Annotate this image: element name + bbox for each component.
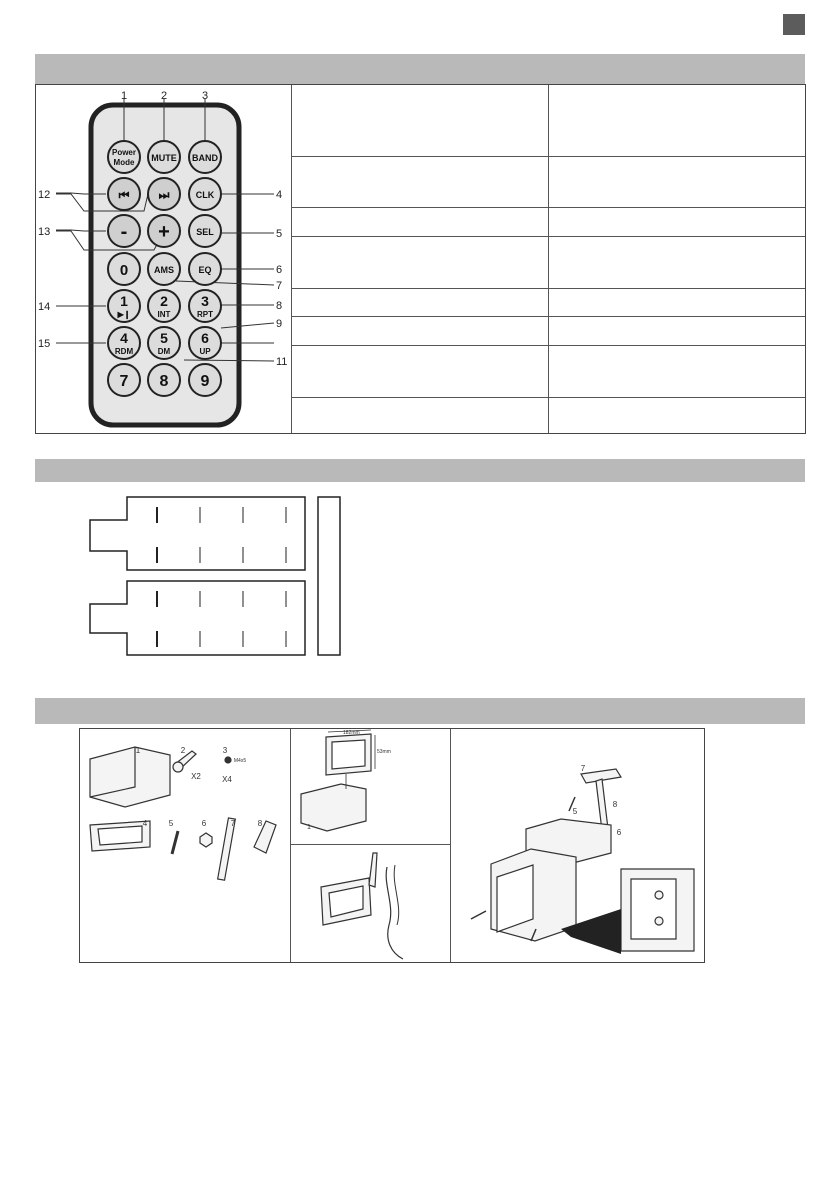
ams-button-label: AMS [154,265,174,275]
clk-button-label: CLK [195,190,215,200]
installation-assembly-illustration [451,729,704,962]
int-label: INT [157,310,171,319]
callout-label: 8 [276,300,283,312]
four-button-label: 4 [120,330,128,346]
quantity-label: X2 [191,772,201,781]
nine-button-label: 9 [200,373,210,390]
figure-callout: 6 [616,828,622,837]
seven-button-label: 7 [119,373,129,390]
mounting-sleeve [90,747,170,807]
table-row-line [292,288,805,289]
mode-button-label: Mode [113,158,135,167]
table-row-line [292,156,805,157]
callout-label: 11 [276,356,288,368]
three-button-label: 3 [201,293,209,309]
screw-size-label: M4x5 [233,758,247,764]
quantity-label: X4 [222,775,232,784]
rdm-label: RDM [114,347,134,356]
rpt-label: RPT [197,310,213,319]
plus-button-label: + [158,221,170,243]
callout-label: 7 [276,280,283,292]
bolt [172,831,178,854]
callout-label: 14 [38,301,51,313]
table-row-line [292,236,805,237]
height-dimension: 53mm [377,749,391,755]
callout-label: 15 [38,338,51,350]
width-dimension: 182mm [343,730,360,736]
callout-label: 2 [161,90,168,102]
table-row-line [292,397,805,398]
sel-button-label: SEL [196,227,214,237]
table-row-line [292,316,805,317]
callout-label: 3 [202,90,209,102]
callout-label: 5 [276,228,283,240]
figure-callout: 7 [580,764,586,773]
two-button-label: 2 [160,293,168,309]
next-icon: ⏭ [158,188,170,202]
unlock-illustration [291,845,450,962]
section-header-remote [35,54,805,84]
part-callout: 6 [201,819,207,828]
up-label: UP [199,347,211,356]
part-callout: 1 [135,746,141,755]
nut [200,833,212,847]
minus-button-label: - [120,221,128,243]
callout-label: 1 [121,90,128,102]
callout-label: 12 [38,189,51,201]
mute-button-label: MUTE [151,153,177,163]
table-row-line [292,207,805,208]
dm-label: DM [157,347,171,356]
part-callout: 8 [257,819,263,828]
callout-label: 13 [38,226,51,238]
figure-callout: 8 [612,800,618,809]
power-button-label: Power [111,148,137,157]
remote-control-illustration [36,85,291,433]
parts-list-illustration [80,729,290,962]
connector-a [90,497,305,570]
section-header-connector [35,459,805,482]
connector-diagram [85,493,345,658]
screw-icon [225,757,231,763]
part-callout: 2 [180,746,186,755]
table-row-line [292,345,805,346]
eight-button-label: 8 [159,373,169,390]
part-callout: 4 [142,819,148,828]
callout-label: 4 [276,189,283,201]
one-button-label: 1 [120,293,128,309]
callout-label: 9 [276,318,283,330]
callout-label: 6 [276,264,283,276]
table-divider-left [291,85,292,433]
part-callout: 7 [230,819,236,828]
prev-icon: ⏮ [118,188,130,202]
six-button-label: 6 [201,330,209,346]
eq-button-label: EQ [198,265,212,275]
figure-callout: 5 [572,807,578,816]
installation-figure-frame [79,728,705,963]
section-header-installation [35,698,805,724]
connector-b [90,581,305,655]
part-callout: 3 [222,746,228,755]
cable [394,865,399,925]
play-pause-icon: ▶❙ [117,310,131,319]
remote-table [35,84,806,434]
removal-key [369,853,377,887]
connector-side-view [318,497,340,655]
part-callout: 5 [168,819,174,828]
table-divider-mid [548,85,549,433]
zero-button-label: 0 [119,262,129,279]
part-callout: 1 [307,824,311,831]
band-button-label: BAND [192,153,218,163]
page-tab-marker [783,14,805,35]
dimension-illustration [291,729,450,844]
five-button-label: 5 [160,330,168,346]
